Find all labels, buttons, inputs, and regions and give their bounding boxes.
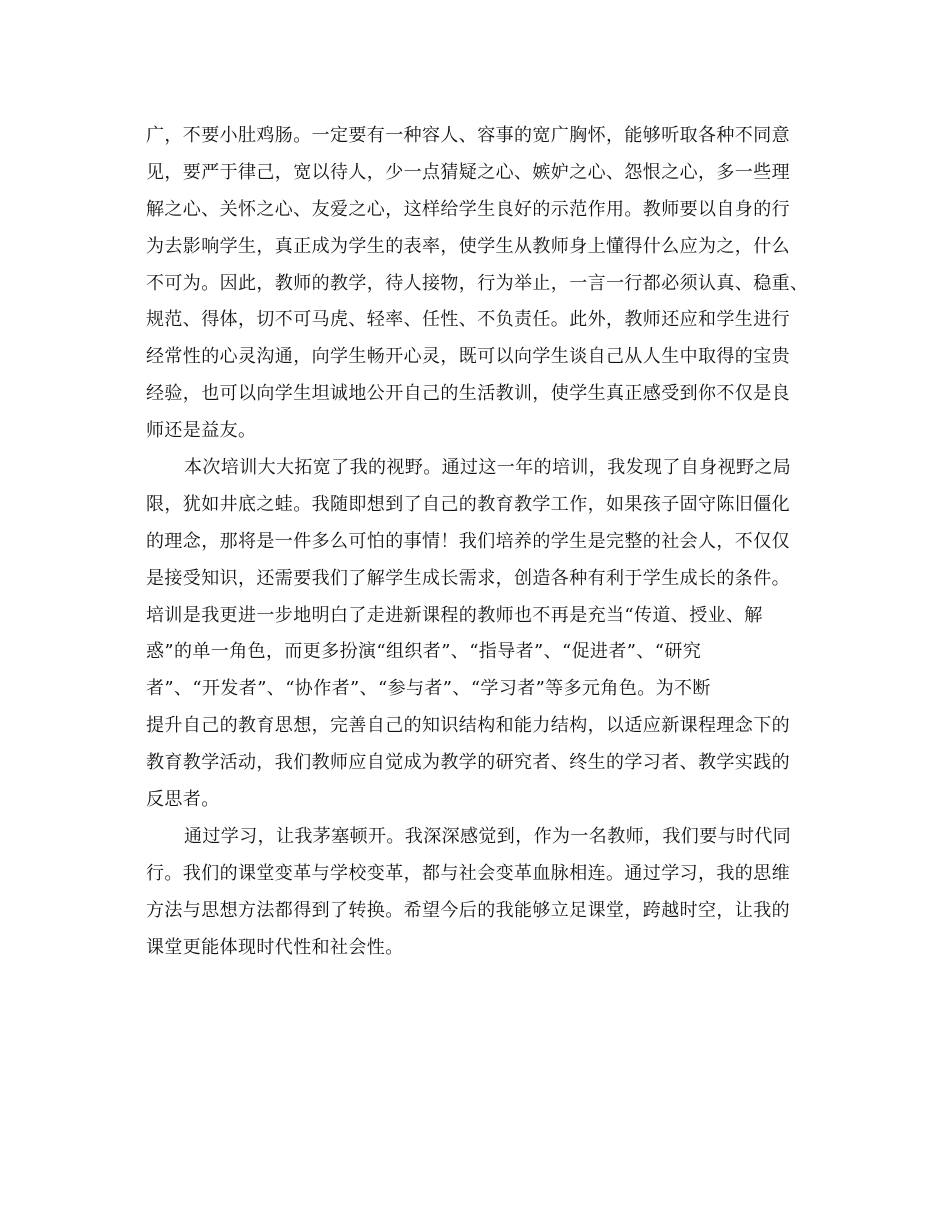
text-line: 本次培训大大拓宽了我的视野。通过这一年的培训，我发现了自身视野之局 xyxy=(184,457,792,479)
text-line: 规范、得体，切不可马虎、轻率、任性、不负责任。此外，教师还应和学生进行 xyxy=(146,309,790,331)
text-line: 经验，也可以向学生坦诚地公开自己的生活教训，使学生真正感受到你不仅是良 xyxy=(146,383,790,405)
paragraph xyxy=(146,450,846,819)
text-line: 经常性的心灵沟通，向学生畅开心灵，既可以向学生谈自己从人生中取得的宝贵 xyxy=(146,346,790,368)
document-body xyxy=(146,118,846,966)
paragraph xyxy=(146,118,846,450)
text-line: 教育教学活动，我们教师应自觉成为教学的研究者、终生的学习者、教学实践的 xyxy=(146,752,790,774)
text-line: 通过学习，让我茅塞顿开。我深深感觉到，作为一名教师，我们要与时代同 xyxy=(184,825,792,847)
text-line: 惑”的单一角色，而更多扮演“组织者”、“指导者”、“促进者”、“研究 xyxy=(146,641,702,663)
paragraph xyxy=(146,819,846,967)
text-line: 课堂更能体现时代性和社会性。 xyxy=(146,936,404,958)
text-line: 见，要严于律己，宽以待人，少一点猜疑之心、嫉妒之心、怨恨之心，多一些理 xyxy=(146,161,790,183)
text-line: 反思者。 xyxy=(146,789,220,811)
text-line: 的理念，那将是一件多么可怕的事情！我们培养的学生是完整的社会人，不仅仅 xyxy=(146,530,790,552)
text-line: 不可为。因此，教师的教学，待人接物，行为举止，一言一行都必须认真、稳重、 xyxy=(146,272,809,294)
text-line: 方法与思想方法都得到了转换。希望今后的我能够立足课堂，跨越时空，让我的 xyxy=(146,899,790,921)
text-line: 是接受知识，还需要我们了解学生成长需求，创造各种有利于学生成长的条件。 xyxy=(146,567,790,589)
text-line: 限，犹如井底之蛙。我随即想到了自己的教育教学工作，如果孩子固守陈旧僵化 xyxy=(146,493,790,515)
text-line: 为去影响学生，真正成为学生的表率，使学生从教师身上懂得什么应为之，什么 xyxy=(146,235,790,257)
text-line: 者”、“开发者”、“协作者”、“参与者”、“学习者”等多元角色。为不断 xyxy=(146,678,711,700)
text-line: 广，不要小肚鸡肠。一定要有一种容人、容事的宽广胸怀，能够听取各种不同意 xyxy=(146,125,790,146)
text-line: 解之心、关怀之心、友爱之心，这样给学生良好的示范作用。教师要以自身的行 xyxy=(146,198,790,220)
text-line: 培训是我更进一步地明白了走进新课程的教师也不再是充当“传道、授业、解 xyxy=(146,604,763,626)
text-line: 师还是益友。 xyxy=(146,420,257,442)
text-line: 行。我们的课堂变革与学校变革，都与社会变革血脉相连。通过学习，我的思维 xyxy=(146,862,790,884)
text-line: 提升自己的教育思想，完善自己的知识结构和能力结构，以适应新课程理念下的 xyxy=(146,715,790,737)
